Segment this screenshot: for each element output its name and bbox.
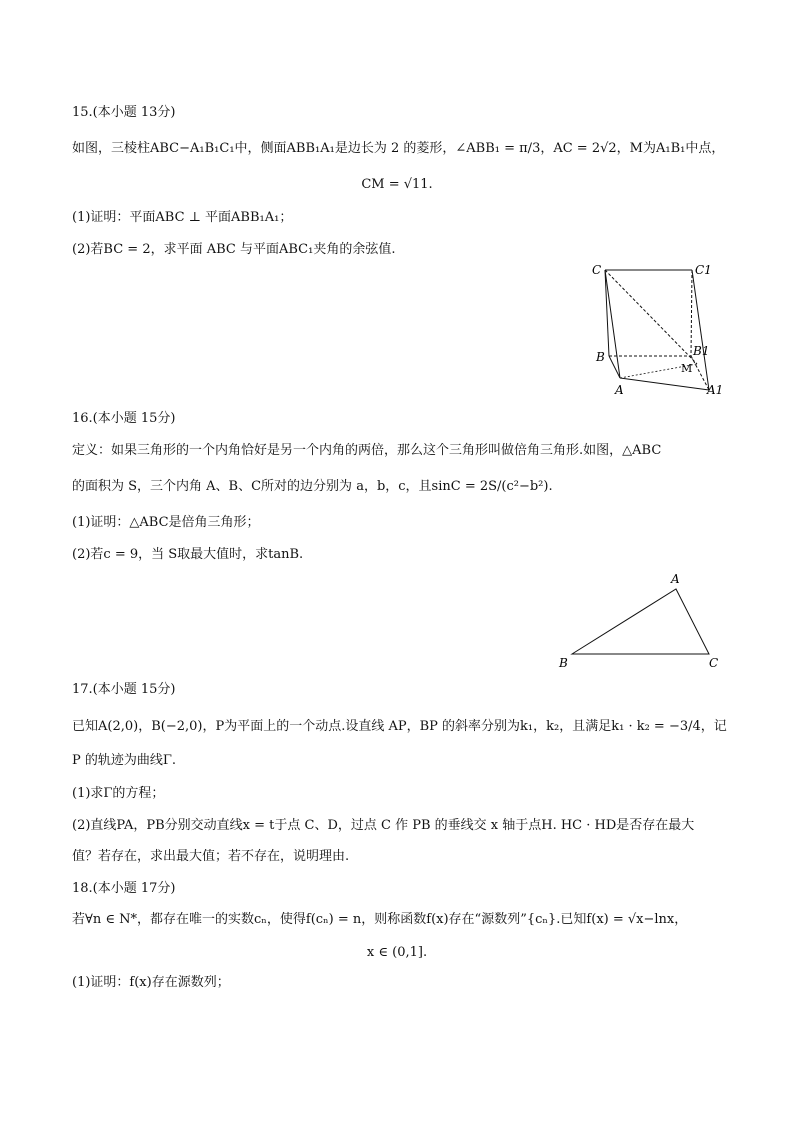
q15-label-c1: C1 (695, 263, 712, 277)
q15-intro: 如图，三棱柱ABC−A₁B₁C₁中，侧面ABB₁A₁是边长为 2 的菱形，∠ABB₁ = π/3，AC = 2√2，M为A₁B₁中点， (72, 141, 725, 156)
q15-label-a: A (615, 383, 624, 397)
q15-prism-figure (585, 260, 725, 400)
q17-part2-line1: (2)直线PA，PB分别交动直线x = t于点 C、D，过点 C 作 PB 的垂线交 x 轴于点H. HC · HD是否存在最大 (72, 818, 695, 833)
q16-label-c: C (709, 656, 719, 670)
q15-cm-equation: CM = √11. (361, 177, 433, 192)
q16-definition-line1: 定义：如果三角形的一个内角恰好是另一个内角的两倍，那么这个三角形叫做倍角三角形.如图，△ABC (72, 443, 662, 458)
q15-label-m: M (681, 362, 693, 375)
q17-line1: 已知A(2,0)，B(−2,0)，P为平面上的一个动点.设直线 AP，BP 的斜率分别为k₁，k₂，且满足k₁ · k₂ = −3/4，记 (72, 719, 727, 734)
q18-header: 18.(本小题 17分) (72, 881, 176, 896)
q18-part1: (1)证明：f(x)存在源数列； (72, 975, 230, 990)
q16-part1: (1)证明：△ABC是倍角三角形； (72, 515, 260, 530)
q16-label-b: B (559, 656, 568, 670)
q15-label-c: C (592, 263, 602, 277)
q15-label-a1: A1 (707, 383, 724, 397)
q17-part2-line2: 值？若存在，求出最大值；若不存在，说明理由. (72, 849, 350, 864)
q15-part2: (2)若BC = 2，求平面 ABC 与平面ABC₁夹角的余弦值. (72, 242, 396, 257)
q16-triangle-figure (555, 570, 730, 675)
q15-label-b: B (596, 350, 605, 364)
q16-definition-line2: 的面积为 S，三个内角 A、B、C所对的边分别为 a，b，c，且sinC = 2S/(c²−b²). (72, 479, 553, 494)
q16-part2: (2)若c = 9，当 S取最大值时，求tanB. (72, 547, 304, 562)
q18-line1: 若∀n ∈ N*，都存在唯一的实数cₙ，使得f(cₙ) = n，则称函数f(x)存在“源数列”{cₙ}.已知f(x) = √x−lnx， (72, 912, 688, 927)
q17-part1: (1)求Γ的方程； (72, 786, 165, 801)
q15-label-b1: B1 (693, 344, 710, 358)
q15-part1: (1)证明：平面ABC ⊥ 平面ABB₁A₁； (72, 210, 293, 225)
q16-label-a: A (671, 572, 680, 586)
q15-header: 15.(本小题 13分) (72, 105, 176, 120)
q17-line2: P 的轨迹为曲线Γ. (72, 753, 177, 768)
q16-header: 16.(本小题 15分) (72, 411, 176, 426)
q18-domain: x ∈ (0,1]. (366, 945, 428, 960)
q17-header: 17.(本小题 15分) (72, 682, 176, 697)
